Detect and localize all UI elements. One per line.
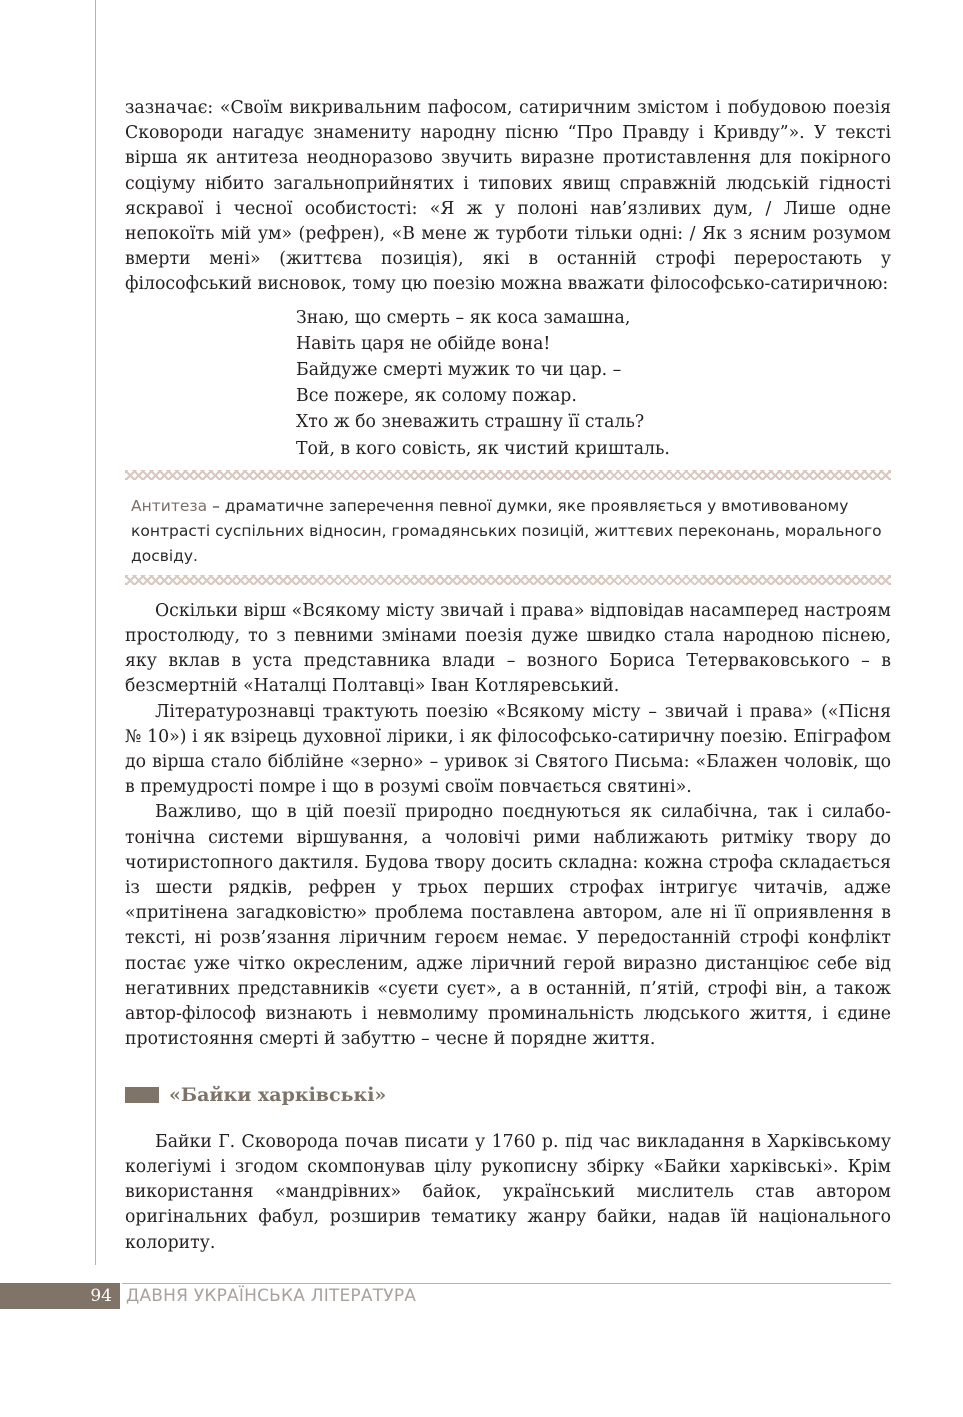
section-paragraph: Байки Г. Сковорода почав писати у 1760 р. під час викладання в Харківському колегіумі і згодом скомпонував цілу рукописну збірку «Байки харківські». Крім використання «мандрівних» байок, український мислитель став автором оригінальних фабул, розширив тематику жанру байки, надав їй національного колориту. <box>125 1131 891 1253</box>
body-paragraph: Оскільки вірш «Всякому місту звичай і права» відповідав насамперед настроям простолюду, то з певними змінами поезія дуже швидко стала народною піснею, яку вклав в уста представника влади – возного Бориса Тетерваковського – в безсмертній «Наталці Полтавці» Іван Котляревський. <box>125 600 891 697</box>
verse-line: Хто ж бо зневажить страшну її сталь? <box>296 412 645 433</box>
heading-marker <box>125 1087 159 1103</box>
section-heading <box>125 1083 891 1108</box>
verse-line: Байдуже смерті мужик то чи цар. – <box>296 360 622 381</box>
verse-line: Той, в кого совість, як чистий кришталь. <box>296 438 670 459</box>
verse-line: Навіть царя не обійде вона! <box>296 333 551 354</box>
verse-line: Знаю, що смерть – як коса замашна, <box>296 307 631 328</box>
poem-excerpt <box>296 305 891 462</box>
body-paragraph: Важливо, що в цій поезії природно поєднуються як силабічна, так і силабо-тонічна системи віршування, а чоловічі рими наближають ритміку твору до чотиристопного дактиля. Будова твору досить складна: кожна строфа складається із шести рядків, рефрен у трьох перших строфах інтригує читачів, адже «притінена загадковістю» проблема поставлена автором, але ні її оприявлення в тексті, ні розв’язання ліричним героєм немає. У передостанній строфі конфлікт постає уже чітко окресленим, адже ліричний герой виразно дистанціює себе від негативних представників «суєти суєт», а в останній, п’ятій, строфі він, а також автор-філософ визнають і невмолиму проминальність людського життя, і єдине протистояння смерті й забуттю – чесне й порядне життя. <box>125 802 891 1050</box>
definition-text: – драматичне заперечення певної думки, яке проявляється у вмотивованому контрасті суспільних відносин, громадянських позицій, життєвих переконань, морального досвіду. <box>131 496 882 565</box>
verse-line: Все пожере, як солому пожар. <box>296 386 577 407</box>
page-footer <box>0 1283 891 1309</box>
running-title: ДАВНЯ УКРАЇНСЬКА ЛІТЕРАТУРА <box>126 1286 417 1306</box>
page-content <box>125 96 891 1256</box>
body-paragraph: Літературознавці трактують поезію «Всякому місту – звичай і права» («Пісня № 10») і як взірець духовної лірики, і як філософсько-сатиричну поезію. Епіграфом до вірша стало біблійне «зерно» – уривок зі Святого Письма: «Блажен чоловік, що в премудрості помре і що в розумі своїм повчається святині». <box>125 701 891 798</box>
section-title: «Байки харківські» <box>169 1083 387 1106</box>
intro-paragraph: зазначає: «Своїм викривальним пафосом, сатиричним змістом і побудовою поезія Сковороди нагадує знамениту народну пісню “Про Правду і Кривду”». У тексті вірша як антитеза неодноразово звучить виразне протиставлення для покірного соціуму нібито загальноприйнятих і типових явищ справжній людській гідності яскравої і чесної особистості: «Я ж у полоні нав’язливих дум, / Лише одне непокоїть мій ум» (рефрен), «В мене ж турботи тільки одні: / Як з ясним розумом вмерти мені» (життєва позиція), які в останній строфі переростають у філософський висновок, тому цю поезію можна вважати філософсько-сатиричною: <box>125 98 891 295</box>
page-number: 94 <box>0 1283 120 1309</box>
definition-box <box>131 494 891 569</box>
ornament-border-top <box>125 470 891 480</box>
ornament-border-bottom <box>125 575 891 585</box>
margin-rule <box>95 0 96 1265</box>
definition-term: Антитеза <box>131 496 208 515</box>
